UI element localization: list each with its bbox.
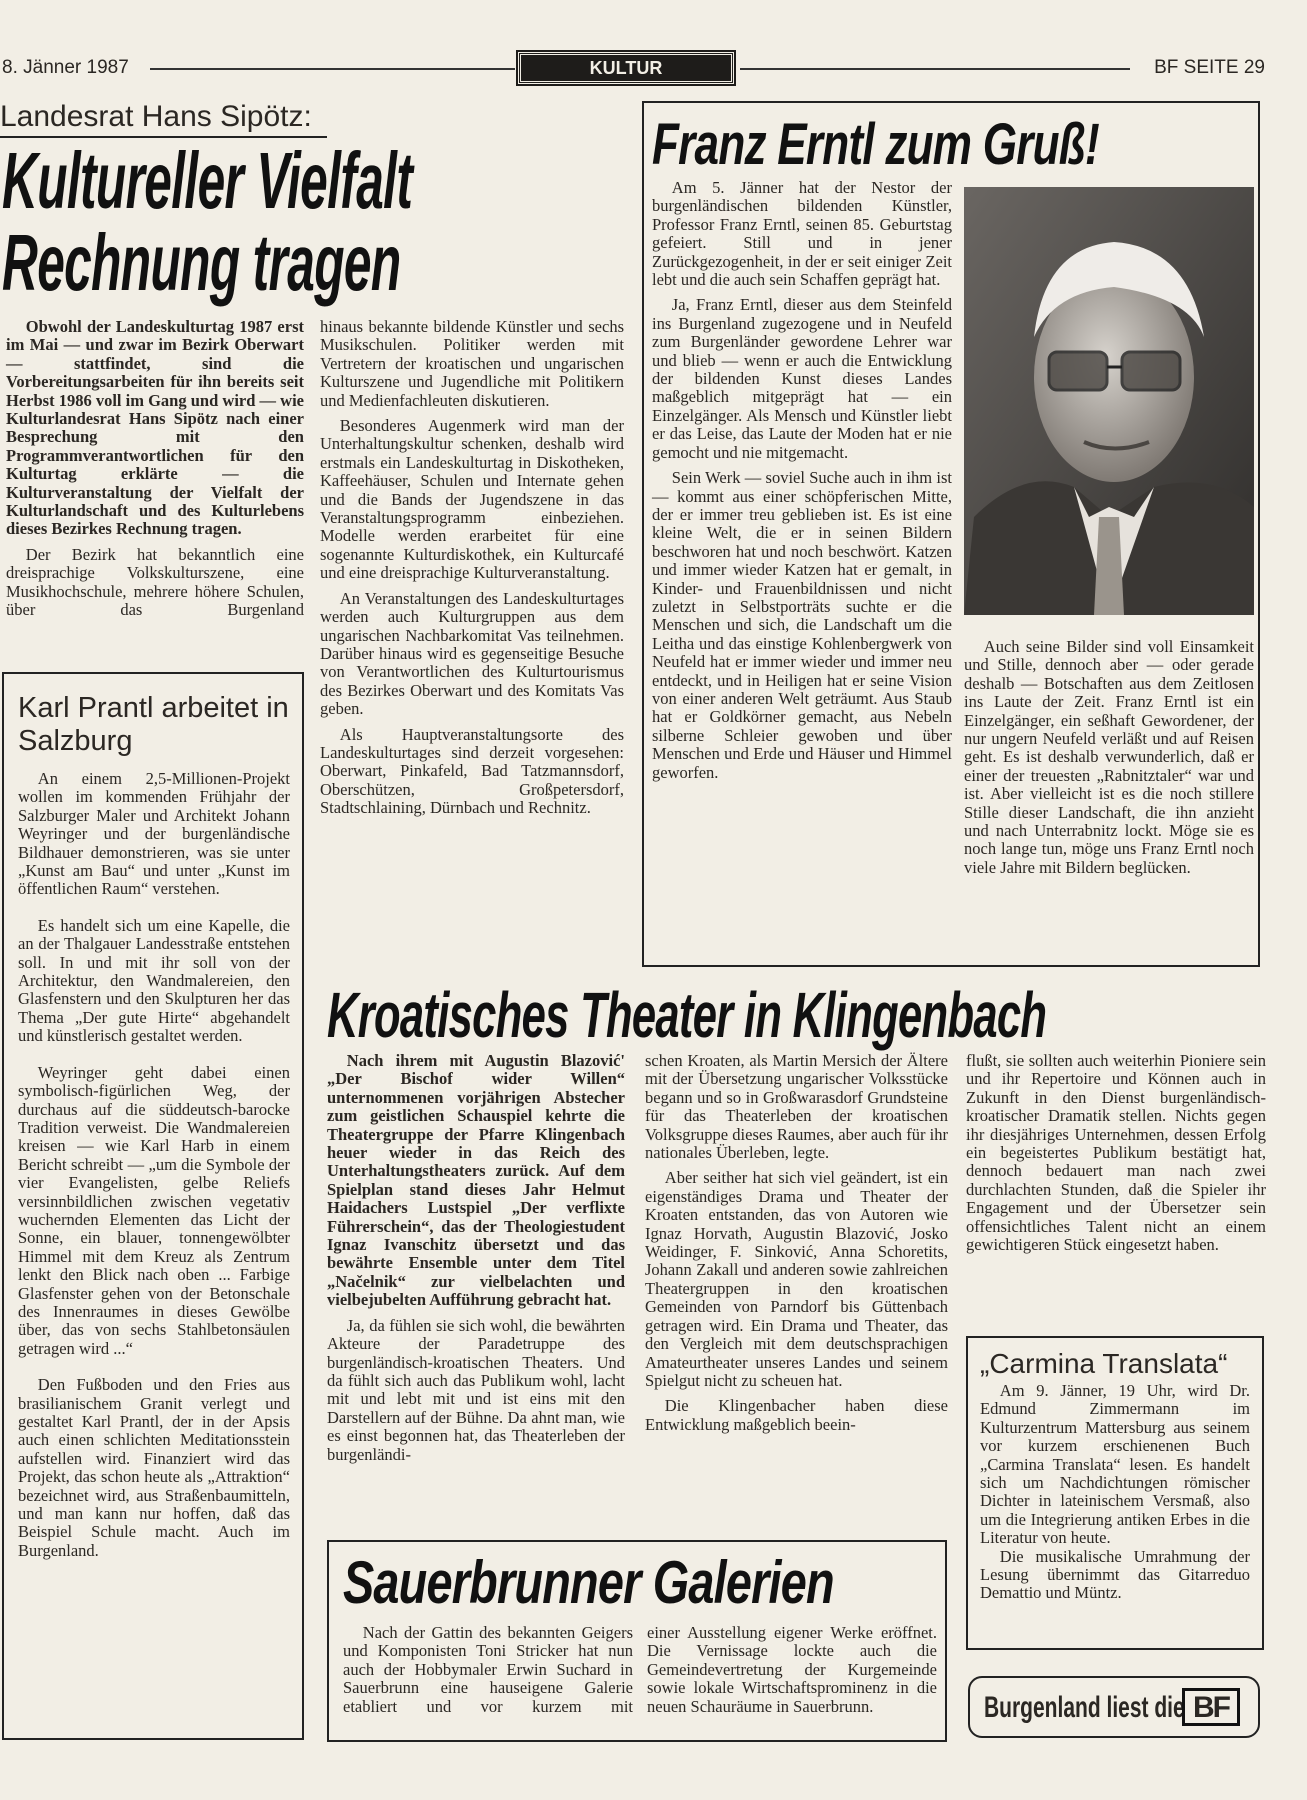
body-paragraph: Ja, da fühlen sie sich wohl, die bewährten Akteure der Paradetruppe des burgenländisch-kroatischen Theaters. Und da fühlt sich auch das Publikum wohl, lacht mit und lebt mit und ist eins mit den Darstellern auf der Bühne. Da ahnt man, wie es einst begonnen hat, das Theaterleben der burgenländi- (327, 1315, 625, 1464)
section-label-box (518, 52, 734, 84)
body-paragraph: flußt, sie sollten auch weiterhin Pioniere sein und ihr Repertoire und Können auch in Zukunft in den Dienst burgenländisch-kroatischer Dramatik stellen. Nichts gegen ihr diesjähriges Unternehmen, dessen Erfolg ein begeistertes Publikum bestätigt hat, dennoch bedauert man nach zwei durchlachten Stunden, daß die Spieler ihr Engagement und der Übersetzer sein offensichtliches Talent nicht an einem gewichtigeren Stück eingesetzt haben. (966, 1051, 1266, 1255)
bf-logo: BF (1182, 1688, 1240, 1726)
erntl-article-col1 (652, 179, 952, 789)
body-paragraph: Weyringer geht dabei einen symbolisch-figürlichen Weg, der durchaus auf die süddeutsch-barocke Tradition verweist. Die Wandmalereien kreisen — wie Karl Harb in einem Bericht schreibt — „um die Symbole der vier Evangelisten, gelbe Reliefs versinnbildlichen zwischen vegetativ wuchernden Elementen das Licht der Sonne, ein blauer, tonnengewölbter Himmel mit dem Kreuz als Zentrum lenkt den Blick nach oben ... Farbige Glasfenster gehen von der Betonschale des Innenraumes in dieses Gewölbe über, das von sechs Stahlbetonsäulen getragen wird ...“ (18, 1062, 290, 1358)
page-header (0, 52, 1307, 88)
prantl-article-box (2, 672, 304, 1740)
prantl-article-title: Karl Prantl arbeitet in Salzburg (18, 692, 289, 757)
body-paragraph: Am 9. Jänner, 19 Uhr, wird Dr. Edmund Zimmermann im Kulturzentrum Mattersburg aus seinem vor kurzem erschienenen Buch „Carmina Translata“ lesen. Es handelt sich um Nachdichtungen römischer Dichter in lateinischem Versmaß, also um die Integrierung antiken Erbes in die Literatur von heute. (980, 1381, 1250, 1548)
galerien-article-col2 (647, 1624, 937, 1723)
body-paragraph: An Veranstaltungen des Landeskulturtages werden auch Kulturgruppen aus dem ungarischen Nachbarkomitat Vas teilnehmen. Darüber hinaus wird es gegenseitige Besuche von Verantwortlichen des Kulturtourismus des Bezirkes Oberwart und des Komitats Vas geben. (320, 588, 624, 719)
body-paragraph: An einem 2,5-Millionen-Projekt wollen im kommenden Frühjahr der Salzburger Maler und Architekt Johann Weyringer und der burgenländische Bildhauer demonstrieren, was sie unter „Kunst am Bau“ und unter „Kunst im öffentlichen Raum“ verstehen. (18, 769, 290, 899)
erntl-article-box (642, 101, 1260, 967)
promo-box (968, 1676, 1260, 1738)
theater-article-col2 (645, 1052, 948, 1441)
body-paragraph: Ja, Franz Erntl, dieser aus dem Steinfeld ins Burgenland zugezogene und in Neufeld zum Burgenländer gewordene Lehrer war und blieb — wenn er auch die Entwicklung der bildenden Kunst dieses Landes maßgeblich mitgeprägt hat — ein Einzelgänger. Als Mensch und Künstler liebt er das Leise, das Laute der Moden hat er nie gemocht und nie mitgemacht. (652, 295, 952, 462)
lead-article-headline-1: Kultureller Vielfalt (2, 136, 413, 225)
theater-article-col1 (327, 1052, 625, 1471)
erntl-article-headline: Franz Erntl zum Gruß! (652, 112, 1099, 177)
lead-paragraph: Obwohl der Landeskulturtag 1987 erst im Mai — und zwar im Bezirk Oberwart — stattfindet, sind die Vorbereitungsarbeiten für ihn bereits seit Herbst 1986 voll im Gang und wird — wie Kulturlandesrat Hans Sipötz nach einer Besprechung mit den Programmverantwortlichen für den Kulturtag erklärte — die Kulturveranstaltung der Vielfalt der Kulturlandschaft und des Kulturlebens dieses Bezirkes Rechnung tragen. (6, 317, 304, 539)
promo-text: Burgenland liest die (984, 1691, 1185, 1724)
galerien-article-box (327, 1540, 947, 1742)
carmina-article-title: „Carmina Translata“ (980, 1348, 1228, 1379)
body-paragraph: Sein Werk — soviel Suche auch in ihm ist — kommt aus einer schöpferischen Mitte, der er immer treu geblieben ist. Es ist eine kleine Welt, die er in seinen Bildern beschworen hat und noch beschwört. Katzen und immer wieder Katzen hat er gemalt, in Kinder- und Frauenbildnissen und nicht zuletzt in Selbstporträts suchte er die Menschen und sich, die Landschaft um die Leitha und das einstige Kohlenbergwerk von Neufeld hat er immer wieder und immer neu entdeckt, und in Heiligen hat er seine Vision von einer anderen Welt geträumt. Aus Staub hat er Goldkörner gemacht, aus Nebeln silberne Schleier gewoben und über Menschen und Erde und Häuser und Himmel geworfen. (652, 468, 952, 782)
lead-article-col1 (6, 318, 304, 627)
carmina-article-body (980, 1382, 1250, 1603)
lead-article-col2 (320, 318, 624, 825)
section-label: KULTUR (589, 58, 663, 78)
carmina-article-box (966, 1336, 1264, 1650)
lead-article-headline-2: Rechnung tragen (2, 218, 401, 307)
theater-article-col3 (966, 1052, 1266, 1261)
header-rule-right (740, 68, 1130, 70)
body-paragraph: Als Hauptveranstaltungsorte des Landeskulturtages sind derzeit vorgesehen: Oberwart, Pinkafeld, Bad Tatzmannsdorf, Oberschützen, Großpetersdorf, Stadtschlaining, Dürnbach und Rechnitz. (320, 724, 624, 818)
body-paragraph: Besonderes Augenmerk wird man der Unterhaltungskultur schenken, deshalb wird erstmals ein Landeskulturtag in Diskotheken, Kaffeehäuser, Schulen und Internate gehen und die Bands der Jugendszene in das Veranstaltungsprogramm einbeziehen. Modelle werden erarbeitet für eine sogenannte Kulturdiskothek, ein Kulturcafé und eine dreisprachige Kulturveranstaltung. (320, 416, 624, 583)
lead-paragraph: Nach ihrem mit Augustin Blazović' „Der Bischof wider Willen“ unternommenen vorjährigen Abstecher zum geistlichen Schauspiel kehrte die Theatergruppe der Pfarre Klingenbach heuer wieder in das Reich des Unterhaltungstheaters zurück. Auf dem Spielplan stand dieses Jahr Helmut Haidachers Lustspiel „Der verflixte Führerschein“, das der Theologiestudent Ignaz Ivanschitz übersetzt und das bewährte Ensemble unter dem Titel „Načelnik“ zur vielbelachten und vielbejubelten Aufführung gebracht hat. (327, 1051, 625, 1310)
lead-article-kicker: Landesrat Hans Sipötz: (0, 100, 327, 138)
body-paragraph: Die musikalische Umrahmung der Lesung übernimmt das Gitarreduo Demattio und Müntz. (980, 1546, 1250, 1603)
body-paragraph: Die Klingenbacher haben diese Entwicklung maßgeblich beein- (645, 1396, 948, 1434)
body-paragraph: einer Ausstellung eigener Werke eröffnet. Die Vernissage lockte auch die Gemeindevertretung der Kurgemeinde sowie lokale Wirtschaftsprominenz in die neuen Schauräume in Sauerbrunn. (647, 1623, 937, 1716)
erntl-article-col2 (964, 638, 1254, 884)
body-paragraph: Aber seither hat sich viel geändert, ist ein eigenständiges Drama und Theater der Kroaten entstanden, das von Autoren wie Ignaz Horvath, Augustin Blazović, Josko Weidinger, F. Sinković, Anna Schoretits, Johann Zakall und anderen sowie zahlreichen Theatergruppen in den kroatischen Gemeinden von Parndorf bis Güttenbach getragen wird. Ein Drama und Theater, das den Vergleich mit dem deutschsprachigen Amateurtheater unseres Landes und seinem Spielgut nicht zu scheuen hat. (645, 1168, 948, 1390)
body-paragraph: hinaus bekannte bildende Künstler und sechs Musikschulen. Politiker werden mit Vertretern der kroatischen und ungarischen Kulturszene und Jugendliche mit Politikern und Medienfachleuten diskutieren. (320, 317, 624, 410)
theater-article-headline: Kroatisches Theater in Klingenbach (327, 979, 1047, 1051)
body-paragraph: Der Bezirk hat bekanntlich eine dreisprachige Volkskulturszene, eine Musikhochschule, mehrere höhere Schulen, über das Burgenland (6, 544, 304, 620)
body-paragraph: Den Fußboden und den Fries aus brasilianischem Granit verlegt und gestaltet Karl Prantl, der in der Apsis auch einen schlichten Meditationsstein aufstellen wird. Finanziert wird das Projekt, das schon heute als „Attraktion“ bezeichnet wird, aus Straßenbaumitteln, und man kann nur hoffen, daß das Beispiel Schule macht. Auch im Burgenland. (18, 1375, 290, 1560)
body-paragraph: Es handelt sich um eine Kapelle, die an der Thalgauer Landesstraße entstehen soll. In und mit ihr soll von der Architektur, den Wandmalereien, den Glasfenstern und den Skulpturen her das Thema „Der gute Hirte“ abgehandelt und künstlerisch gestaltet werden. (18, 915, 290, 1046)
portrait-photo (964, 187, 1254, 615)
body-paragraph: Am 5. Jänner hat der Nestor der burgenländischen bildenden Künstler, Professor Franz Erntl, seinen 85. Geburtstag gefeiert. Still und in jener Zurückgezogenheit, in der er seit einiger Zeit lebt und die auch sein Schaffen geprägt hat. (652, 178, 952, 290)
page-number: BF SEITE 29 (1154, 57, 1265, 78)
body-paragraph: schen Kroaten, als Martin Mersich der Ältere mit der Übersetzung ungarischer Volksstücke begann und so in Großwarasdorf Grundsteine für das Theaterleben der kroatischen Volksgruppe dieses Raumes, aber auch für ihr nationales Überleben, legte. (645, 1051, 948, 1163)
galerien-article-col1 (343, 1624, 633, 1723)
body-paragraph: Nach der Gattin des bekannten Geigers und Komponisten Toni Stricker hat nun auch der Hobbymaler Erwin Suchard in Sauerbrunn eine hauseigene Galerie etabliert und vor kurzem mit (343, 1623, 633, 1716)
portrait-image (964, 187, 1254, 615)
body-paragraph: Auch seine Bilder sind voll Einsamkeit und Stille, dennoch aber — oder gerade deshalb — Botschaften aus dem Zeitlosen ins Laute der Zeit. Franz Erntl ist ein Einzelgänger, ein seßhaft Gewordener, der nur ungern Neufeld verläßt und auf Reisen geht. Es ist deshalb verwunderlich, daß er einer der treuesten „Rabnitztaler“ war und ist. Aber vielleicht ist es die noch stillere Stille dieser Landschaft, die ihn anzieht und nach Unterrabnitz lockt. Möge sie es noch lange tun, möge uns Franz Erntl noch viele Jahre mit Bildern beglücken. (964, 637, 1254, 877)
header-rule-left (150, 68, 515, 70)
prantl-article-body (18, 770, 290, 1560)
galerien-article-headline: Sauerbrunner Galerien (343, 1549, 834, 1616)
issue-date: 8. Jänner 1987 (2, 57, 129, 78)
